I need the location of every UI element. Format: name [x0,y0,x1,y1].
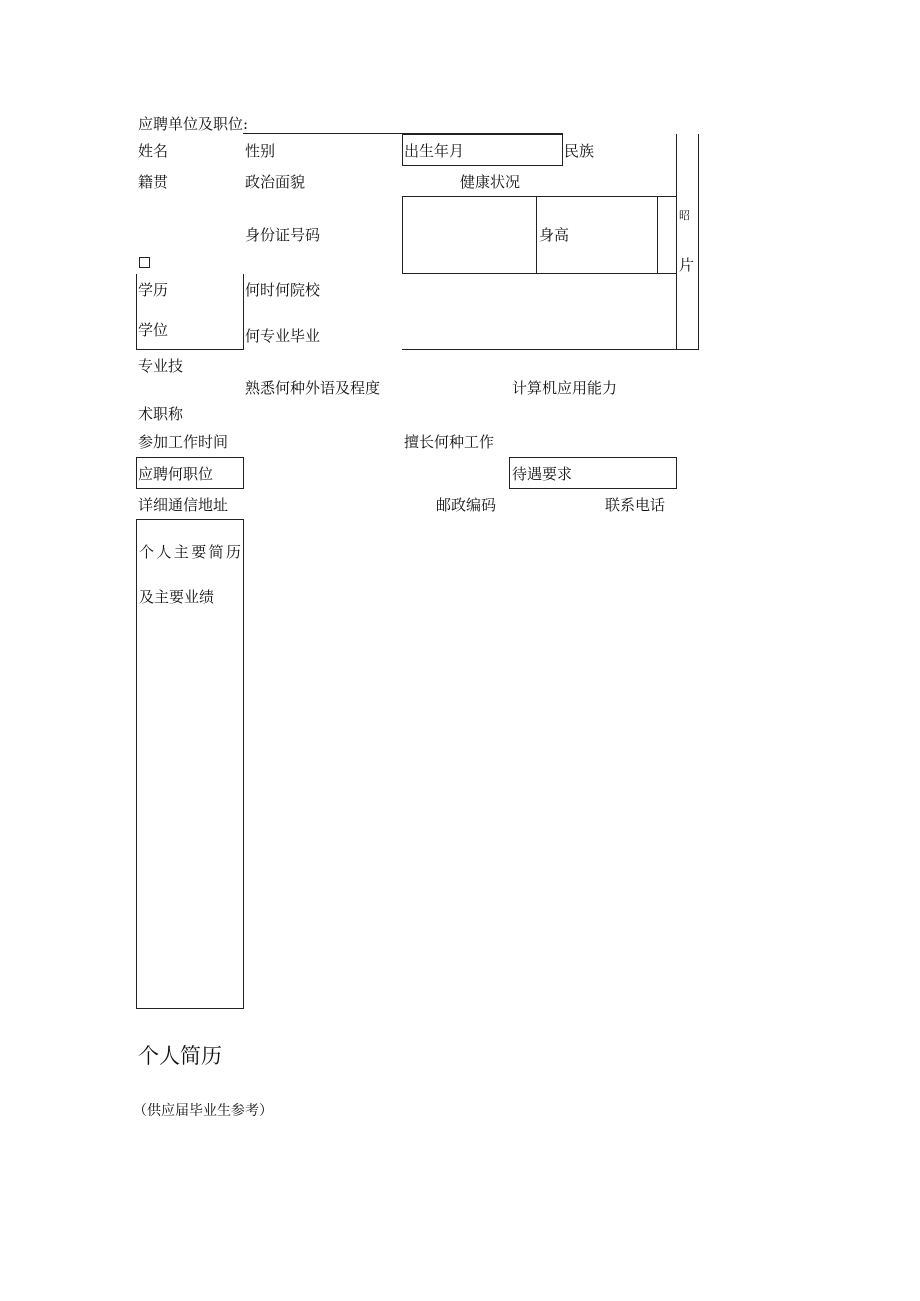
school-bottom-line [402,349,677,350]
resume-label-bottom: 及主要业绩 [139,588,215,606]
phone-label: 联系电话 [605,496,666,514]
address-label: 详细通信地址 [138,496,229,514]
height-label: 身高 [539,226,570,244]
language-label: 熟悉何种外语及程度 [245,379,381,397]
resume-label-top: 个人主要简历 [139,543,244,561]
birth-label: 出生年月 [404,142,465,160]
school-label: 何时何院校 [245,281,321,299]
salary-label: 待遇要求 [512,465,573,483]
gender-label: 性别 [245,142,276,160]
page-subtitle: （供应届毕业生参考） [133,1103,273,1119]
title-label-top: 专业技 [138,357,184,375]
checkbox[interactable] [139,257,150,268]
political-label: 政治面貌 [245,173,306,191]
education-bottom-border [136,349,244,350]
photo-label-bottom: 片 [679,256,695,274]
name-label: 姓名 [138,142,169,160]
education-left-border [136,274,137,350]
education-right-border [243,274,244,350]
health-label: 健康状况 [460,173,521,191]
photo-bottom-border [676,349,699,350]
education-label: 学历 [138,281,169,299]
postcode-label: 邮政编码 [436,496,497,514]
title-label-bottom: 术职称 [138,405,184,423]
id-label: 身份证号码 [245,226,321,244]
specialty-label: 擅长何种工作 [404,433,495,451]
position-label: 应聘何职位 [138,465,214,483]
native-label: 籍贯 [138,173,169,191]
page-title: 个人简历 [138,1044,222,1068]
height-right-divider [657,196,658,274]
id-height-divider [536,196,537,274]
photo-right-border [698,134,699,350]
ethnicity-label: 民族 [564,142,595,160]
work-start-label: 参加工作时间 [138,433,229,451]
photo-label-top: 昭 [679,209,690,222]
apply-unit-label: 应聘单位及职位: [138,115,249,133]
degree-label: 学位 [138,321,169,339]
major-label: 何专业毕业 [245,327,321,345]
computer-label: 计算机应用能力 [512,379,618,397]
